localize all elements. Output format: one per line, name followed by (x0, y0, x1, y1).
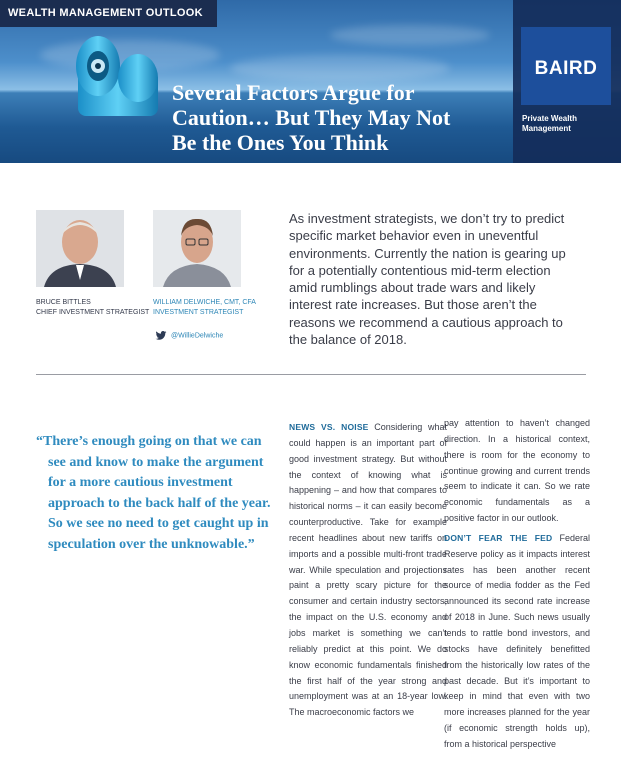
twitter-handle[interactable] (155, 331, 223, 340)
pull-quote: “There’s enough going on that we can see and know to make the argument for a more cautious investment approach to the back half of the year. So we see no need to get caught up in speculation over the unknowable.” (36, 434, 271, 552)
body-paragraph (444, 531, 590, 753)
author-title: CHIEF INVESTMENT STRATEGIST (36, 309, 150, 316)
header-banner (0, 0, 621, 163)
portrait-icon (153, 210, 241, 287)
baird-logo (521, 27, 611, 105)
brand-panel (513, 0, 621, 163)
author-title: INVESTMENT STRATEGIST (153, 309, 244, 316)
section-heading: DON’T FEAR THE FED (444, 532, 553, 543)
twitter-handle-text: @WillieDelwiche (171, 332, 224, 340)
binocular-viewer-image (68, 16, 168, 116)
body-column-2 (444, 416, 590, 753)
brand-subtitle: Private Wealth Management (522, 114, 577, 133)
body-text: Federal Reserve policy as it impacts interest rates has been another recent source of media fodder as the Fed announced its second rate increase of 2018 in June. Such news usually tends to rattle bond investors, and stocks have definitely benefitted from the historically low rates of the past decade. But it’s important to keep in mind that even with two more increases planned for the year (if economic strength holds up), from a historical perspective (444, 532, 590, 749)
body-text: pay attention to haven’t changed direction. In a historical context, there is room for the economy to continue growing and current trends seem to indicate it can. So we rate economic fundamentals as a positive factor in our outlook. (444, 418, 590, 524)
portrait-icon (36, 210, 124, 287)
section-kicker: WEALTH MANAGEMENT OUTLOOK (0, 0, 217, 27)
body-column-1 (289, 420, 447, 721)
author-name: WILLIAM DELWICHE, CMT, CFA (153, 299, 256, 306)
body-text: Considering what could happen is an important part of good investment strategy. But without the context of knowing what is happening – and how that compares to historical norms – it can easily become counterproductive. Take for example recent headlines about new tariffs on imports and a possible multi-front trade war. While speculation and projections paint a pretty scary picture for the consumer and certain industry sectors, the impact on the U.S. economy and jobs market is something we can’t reliably predict at this point. We do know economic fundamentals finished the first half of the year strong and unemployment was at an 18-year low. The macroeconomic factors we (289, 422, 447, 718)
cloud (230, 55, 450, 81)
section-divider (36, 374, 586, 375)
author-byline-2 (153, 298, 256, 318)
twitter-icon (155, 331, 167, 340)
author-name: BRUCE BITTLES (36, 299, 91, 306)
section-heading: NEWS VS. NOISE (289, 422, 369, 432)
author-photo-bittles (36, 210, 124, 287)
cloud (330, 25, 490, 45)
author-byline-1 (36, 298, 149, 318)
author-photo-delwiche (153, 210, 241, 287)
page-title: Several Factors Argue for Caution… But They May Not Be the Ones You Think (172, 80, 451, 155)
intro-paragraph: As investment strategists, we don’t try to predict specific market behavior even in uneventful environments. Currently the nation is gearing up for a potentially contentious mid-term election amid rumblings about trade wars and likely interest rate increases. But those aren’t the reasons we recommend a cautious approach to the balance of 2018. (289, 211, 566, 348)
brand-name: BAIRD (534, 58, 598, 79)
